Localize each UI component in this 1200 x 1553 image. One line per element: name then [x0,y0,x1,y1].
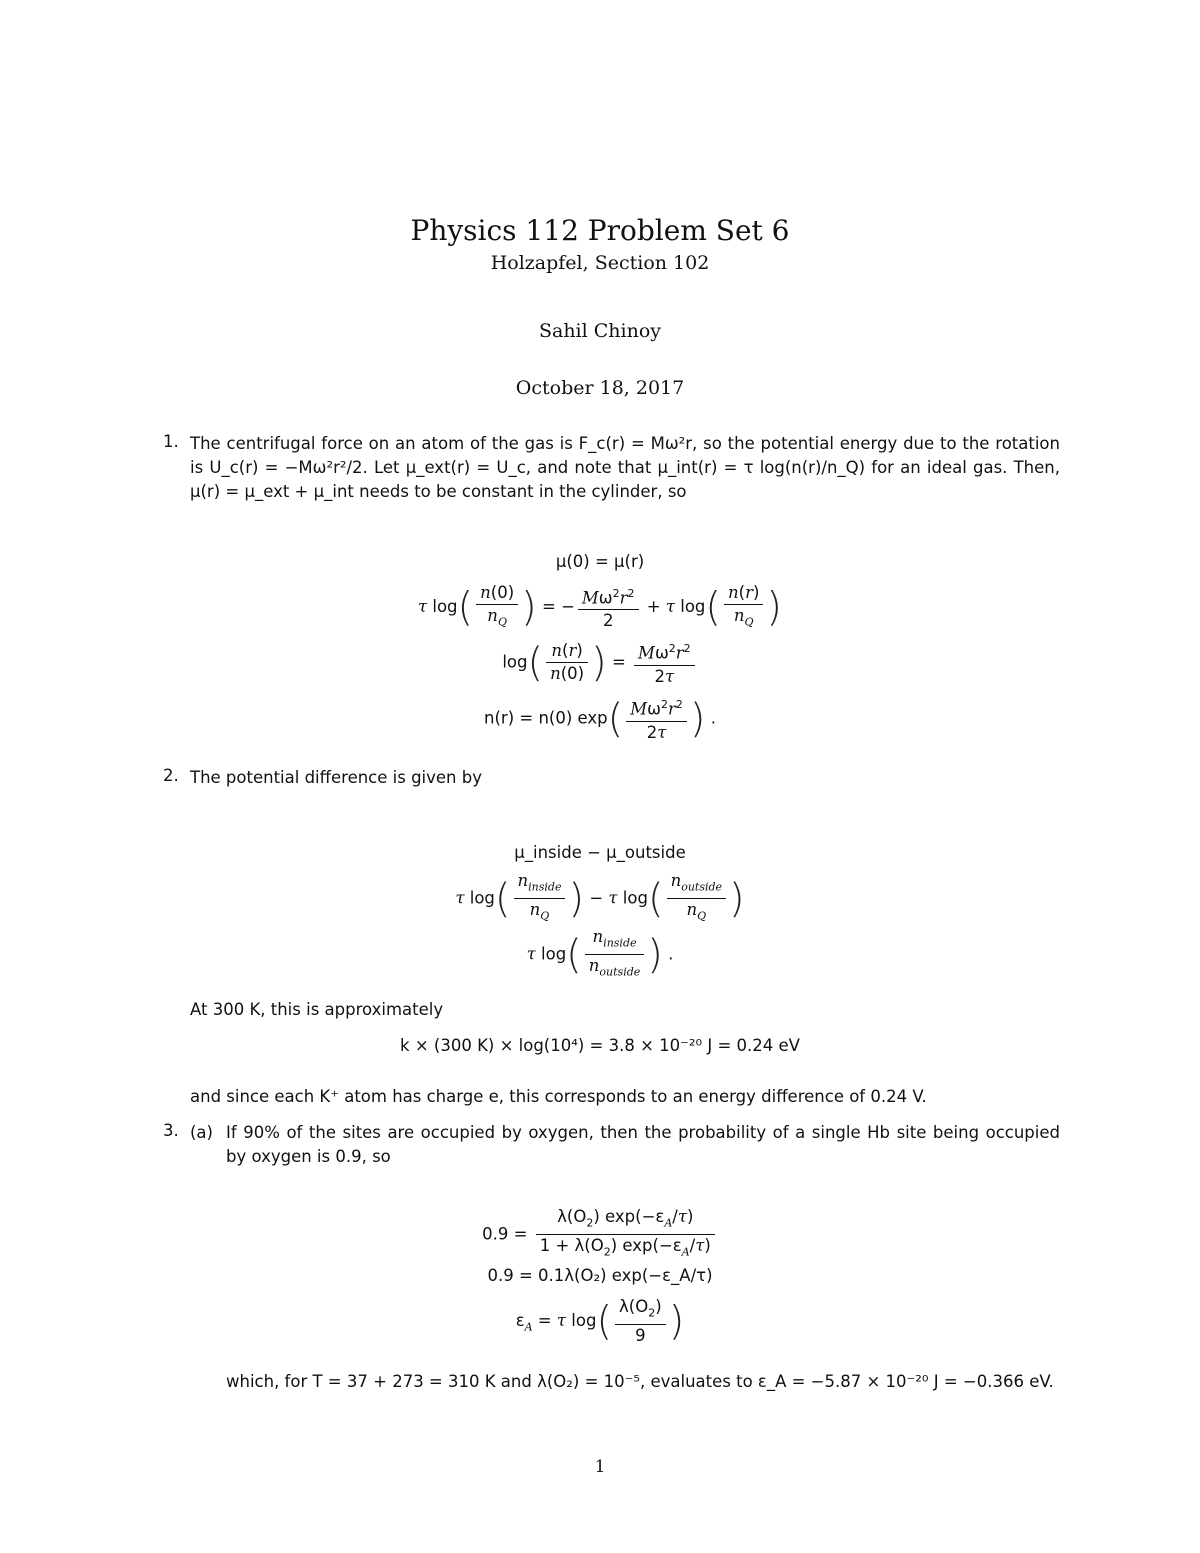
page-number: 1 [594,1457,606,1477]
problem-2-text: The potential difference is given by [190,768,482,787]
problem-3-text: If 90% of the sites are occupied by oxygen, then the probability of a single Hb site being occupied by oxygen is 0.9, so [226,1123,1060,1166]
problem-2-eq-2: τ log( $\frac{n_{inside}}{n_Q}$ ) − τ log( $\frac{n_{outside}}{n_Q}$ ) [0,870,1200,928]
problem-2-eq-3: τ log( $\frac{n_{inside}}{n_{outside}}$ ) . [0,926,1200,984]
problem-3-eq-1: 0.9 = $\frac{\lambda(O_2) \exp(-\varepsilon_A/\tau)}{1 + \lambda(O_2) \exp(-\varepsilon_A/\tau)}$ [0,1206,1200,1264]
problem-1-eq-3: log( $\frac{n(r)}{n(0)}$ ) = $\frac{M\omega^2r^2}{2\tau}$ [0,638,1200,688]
document-date: October 18, 2017 [515,377,685,399]
problem-2-at-300k: At 300 K, this is approximately [190,1000,444,1019]
page-title: Physics 112 Problem Set 6 [410,214,790,247]
problem-3-eq-3: $\varepsilon_A = \tau$ log( $\frac{\lambda(O_2)}{9}$ ) [515,1297,685,1346]
problem-2-eq-1: μ_inside − μ_outside [514,843,686,862]
problem-2-after: and since each K⁺ atom has charge e, this corresponds to an energy difference of 0.24 V. [190,1087,927,1106]
author-name: Sahil Chinoy [538,320,662,342]
course-section: Holzapfel, Section 102 [490,252,710,274]
problem-1-eq-2: τ log( $\frac{n(0)}{n_Q}$ ) = − $\frac{M\omega^2r^2}{2}$ + τ log( $\frac{n(r)}{n_Q}$ ) [0,582,1200,633]
problem-3-part-a: (a) [190,1123,213,1142]
problem-1-text: The centrifugal force on an atom of the gas is F_c(r) = Mω²r, so the potential energy due to the rotation is U_c(r) = −Mω²r²/2. Let μ_ext(r) = U_c, and note that μ_int(r) = τ log(n(r)/n_Q) for an ideal gas. Then, μ(r) = μ_ext + μ_int needs to be constant in the cylinder, so [190,434,1060,501]
problem-2-eq-value: k × (300 K) × log(10⁴) = 3.8 × 10⁻²⁰ J = 0.24 eV [400,1036,800,1055]
problem-1-number: 1. [163,432,179,451]
problem-3-number: 3. [163,1121,179,1140]
problem-3-after: which, for T = 37 + 273 = 310 K and λ(O₂) = 10⁻⁵, evaluates to ε_A = −5.87 × 10⁻²⁰ J = −0.366 eV. [226,1372,1054,1391]
problem-1-eq-4-left: n(r) = n(0) exp [484,708,608,728]
problem-3-eq-2: 0.9 = 0.1λ(O₂) exp(−ε_A/τ) [487,1266,713,1285]
problem-1-eq-4: n(r) = n(0) exp( $\frac{M\omega^2r^2}{2\tau}$ ) . [484,695,716,742]
problem-2-number: 2. [163,766,179,785]
problem-1-eq-1: μ(0) = μ(r) [555,552,645,571]
